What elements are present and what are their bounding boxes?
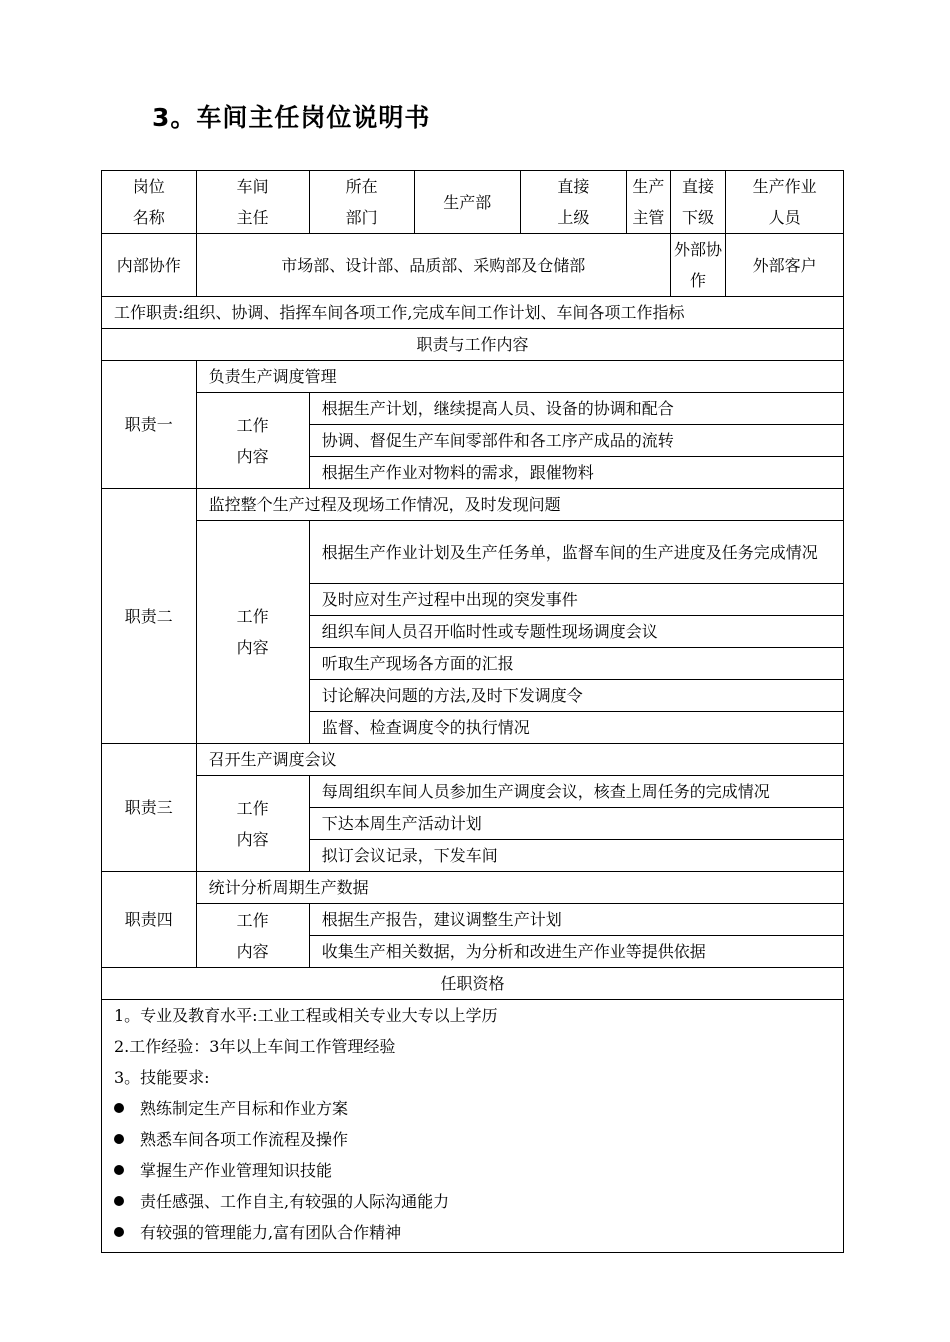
duty-item: 及时应对生产过程中出现的突发事件 [309,584,843,616]
duty-item: 讨论解决问题的方法,及时下发调度令 [309,680,843,712]
qualifications-row [102,1000,844,1253]
skill-text: 责任感强、工作自主,有较强的人际沟通能力 [140,1192,450,1211]
job-description-table [101,170,844,1253]
subordinate-value: 生产作业 人员 [726,171,844,234]
duty-item-row [102,776,844,808]
skill-item [114,1124,843,1155]
bullet-icon [114,1165,124,1175]
bullet-icon [114,1196,124,1206]
bullet-icon [114,1103,124,1113]
duty-title-row [102,744,844,776]
duty-item: 拟订会议记录，下发车间 [309,840,843,872]
skill-text: 有较强的管理能力,富有团队合作精神 [140,1223,402,1242]
bullet-icon [114,1134,124,1144]
qualification-line: 2.工作经验：3年以上车间工作管理经验 [114,1037,396,1056]
skill-text: 熟练制定生产目标和作业方案 [140,1099,349,1118]
internal-coop-value: 市场部、设计部、品质部、采购部及仓储部 [196,234,670,297]
duty-item: 协调、督促生产车间零部件和各工序产成品的流转 [309,425,843,457]
skill-item [114,1186,843,1217]
duty-item: 监督、检查调度令的执行情况 [309,712,843,744]
duty-title: 召开生产调度会议 [196,744,843,776]
duty-label: 职责三 [102,744,197,872]
duty-item: 根据生产作业对物料的需求，跟催物料 [309,457,843,489]
superior-label: 直接 上级 [520,171,626,234]
duty-item-row [102,904,844,936]
qualification-line: 1。专业及教育水平:工业工程或相关专业大专以上学历 [114,1006,498,1025]
post-name-value: 车间 主任 [196,171,309,234]
qualifications-title: 任职资格 [102,968,844,1000]
duty-item: 根据生产报告，建议调整生产计划 [309,904,843,936]
internal-coop-label: 内部协作 [102,234,197,297]
skill-item [114,1093,843,1124]
duty-item: 每周组织车间人员参加生产调度会议，核查上周任务的完成情况 [309,776,843,808]
duty-item-row [102,393,844,425]
external-coop-value: 外部客户 [726,234,844,297]
work-content-label: 工作 内容 [196,393,309,489]
duty-label: 职责一 [102,361,197,489]
duty-item: 下达本周生产活动计划 [309,808,843,840]
work-content-label: 工作 内容 [196,776,309,872]
post-name-label: 岗位 名称 [102,171,197,234]
summary-row [102,297,844,329]
skill-text: 熟悉车间各项工作流程及操作 [140,1130,349,1149]
job-summary: 工作职责:组织、协调、指挥车间各项工作,完成车间工作计划、车间各项工作指标 [102,297,844,329]
duty-label: 职责四 [102,872,197,968]
dept-label: 所在 部门 [309,171,414,234]
qualification-line: 3。技能要求: [114,1068,210,1087]
qualifications-content [102,1000,844,1253]
page-title: 3。车间主任岗位说明书 [152,103,431,132]
work-content-label: 工作 内容 [196,521,309,744]
duty-title: 监控整个生产过程及现场工作情况，及时发现问题 [196,489,843,521]
duty-item: 根据生产作业计划及生产任务单，监督车间的生产进度及任务完成情况 [309,521,843,584]
bullet-icon [114,1227,124,1237]
duty-item-row [102,521,844,584]
duty-item: 组织车间人员召开临时性或专题性现场调度会议 [309,616,843,648]
duty-title-row [102,361,844,393]
subordinate-label: 直接 下级 [670,171,725,234]
skill-item [114,1217,843,1248]
duty-title-row [102,872,844,904]
work-content-label: 工作 内容 [196,904,309,968]
qualifications-section-row [102,968,844,1000]
duties-section-row [102,329,844,361]
cooperation-row [102,234,844,297]
duty-label: 职责二 [102,489,197,744]
duty-item: 听取生产现场各方面的汇报 [309,648,843,680]
duty-item: 根据生产计划，继续提高人员、设备的协调和配合 [309,393,843,425]
duty-title: 统计分析周期生产数据 [196,872,843,904]
skill-text: 掌握生产作业管理知识技能 [140,1161,333,1180]
skill-item [114,1155,843,1186]
duties-section-title: 职责与工作内容 [102,329,844,361]
header-row [102,171,844,234]
dept-value: 生产部 [414,171,520,234]
duty-title-row [102,489,844,521]
duty-item: 收集生产相关数据，为分析和改进生产作业等提供依据 [309,936,843,968]
external-coop-label: 外部协作 [670,234,725,297]
duty-title: 负责生产调度管理 [196,361,843,393]
superior-value: 生产 主管 [627,171,671,234]
